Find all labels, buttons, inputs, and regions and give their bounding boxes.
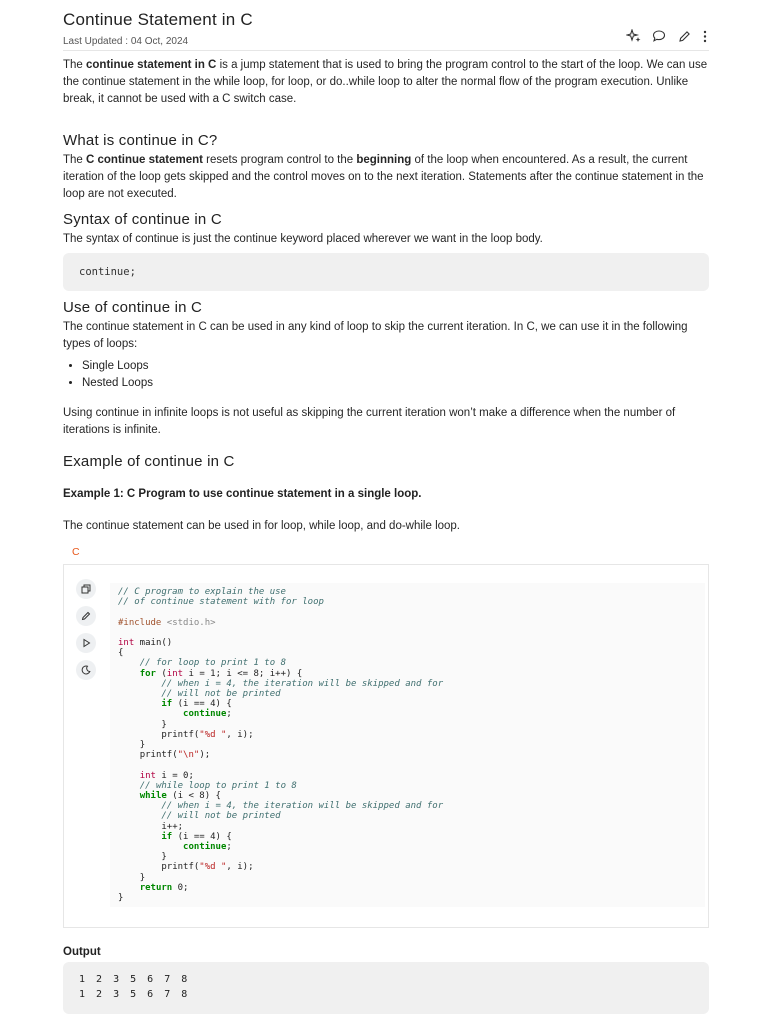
list-item: • Nested Loops (82, 375, 728, 392)
code-string: "%d " (199, 862, 227, 873)
code-text: printf( (161, 729, 200, 740)
code-text: , i); (226, 729, 254, 740)
heading-use: Use of continue in C (63, 299, 203, 316)
code-comment: // when i = 4, the iteration will be skipped and for (161, 801, 444, 812)
example-title: Example 1: C Program to use continue statement in a single loop. (63, 488, 422, 500)
code-text: printf( (139, 750, 178, 761)
code-text: } (139, 740, 146, 751)
code-text: ; (226, 709, 232, 720)
code-keyword: if (161, 831, 173, 842)
what-bold-a: C continue statement (86, 154, 203, 166)
code-toolbar (76, 579, 96, 680)
article-actions (626, 28, 709, 44)
syntax-paragraph: The syntax of continue is just the continue keyword placed wherever we want in the loop body. (63, 233, 543, 245)
code-text: ); (199, 750, 211, 761)
code-text: (i < 8) { (166, 791, 221, 802)
what-text-a: The (63, 154, 87, 166)
code-text: i++; (161, 821, 184, 832)
code-card (63, 564, 709, 928)
code-comment: // when i = 4, the iteration will be skipped and for (161, 678, 444, 689)
code-keyword: if (161, 699, 173, 710)
code-keyword: continue (183, 842, 227, 853)
comment-icon[interactable] (651, 28, 667, 44)
page-title: Continue Statement in C (63, 10, 253, 29)
intro-paragraph (63, 57, 709, 108)
code-text: main() (134, 638, 173, 649)
code-comment: // will not be printed (161, 811, 281, 822)
title-divider (63, 50, 709, 51)
code-text: ; (226, 842, 232, 853)
code-include-file: <stdio.h> (161, 617, 216, 628)
what-text-e: of the loop when encountered. As a result, the current iteration of the loop gets skipped and the control moves on to the next iteration. Statements after the continue statement in the loop are not executed. (63, 154, 704, 200)
code-keyword: continue (183, 709, 227, 720)
intro-text-rest: is a jump statement that is used to bring the program control to the start of the loop. We can use the continue statement in the while loop, for loop, or do..while loop to alter the normal flow of the program execution. Unlike break, it cannot be used with a C switch case. (63, 59, 708, 105)
use-paragraph: The continue statement in C can be used in any kind of loop to skip the current iteration. In C, we can use it in the following types of loops: (63, 321, 688, 350)
code-comment: // while loop to print 1 to 8 (139, 780, 297, 791)
code-text: } (139, 872, 146, 883)
infinite-loop-note: Using continue in infinite loops is not useful as skipping the current iteration won’t make a difference when the number of iterations is infinite. (63, 407, 676, 436)
loop-types-list (63, 358, 728, 392)
copy-icon[interactable] (76, 579, 96, 599)
output-line-2: 1 2 3 5 6 7 8 (79, 989, 190, 1000)
heading-what-is: What is continue in C? (63, 132, 218, 149)
code-string: "\n" (177, 750, 200, 761)
what-text-c: resets program control to the (202, 154, 357, 166)
code-text: ( (155, 668, 167, 679)
output-line-1: 1 2 3 5 6 7 8 (79, 974, 190, 985)
dark-mode-icon[interactable] (76, 660, 96, 680)
last-updated: Last Updated : 04 Oct, 2024 (63, 36, 189, 47)
code-keyword: return (139, 882, 173, 893)
code-keyword: for (139, 668, 156, 679)
code-type: int (166, 668, 184, 679)
code-string: "%d " (199, 729, 227, 740)
run-icon[interactable] (76, 633, 96, 653)
code-type: int (118, 638, 135, 649)
intro-text: The (63, 59, 87, 71)
ai-sparkle-icon[interactable] (626, 28, 642, 44)
tab-language-c[interactable]: C (72, 546, 80, 558)
list-item: • Single Loops (82, 358, 728, 375)
heading-syntax: Syntax of continue in C (63, 211, 222, 228)
edit-code-icon[interactable] (76, 606, 96, 626)
output-label: Output (63, 946, 101, 958)
code-comment: // of continue statement with for loop (118, 597, 324, 608)
code-text: } (118, 893, 124, 904)
code-text: i = 0; (155, 770, 194, 781)
code-text: , i); (226, 862, 254, 873)
syntax-code-block: continue; (63, 253, 709, 291)
output-block (63, 962, 709, 1014)
code-listing (118, 587, 443, 903)
code-text: i = 1; i <= 8; i++) { (183, 668, 303, 679)
code-text: { (118, 648, 124, 659)
code-text: (i == 4) { (172, 831, 232, 842)
code-text: } (161, 852, 167, 863)
code-preprocessor: #include (118, 617, 162, 628)
code-type: int (139, 770, 156, 781)
code-comment: // for loop to print 1 to 8 (139, 658, 286, 669)
code-text: printf( (161, 862, 200, 873)
pencil-icon[interactable] (676, 28, 692, 44)
code-comment: // C program to explain the use (118, 587, 286, 597)
code-comment: // will not be printed (161, 689, 281, 700)
code-area (110, 583, 705, 907)
heading-example: Example of continue in C (63, 453, 235, 470)
code-keyword: while (139, 791, 167, 802)
intro-bold: continue statement in C (86, 59, 217, 71)
code-text: } (161, 719, 167, 730)
example-paragraph: The continue statement can be used in for loop, while loop, and do-while loop. (63, 520, 461, 532)
more-vertical-icon[interactable] (701, 28, 709, 44)
code-text: (i == 4) { (172, 699, 232, 710)
code-text: 0; (172, 882, 189, 893)
what-paragraph (63, 152, 709, 203)
what-bold-b: beginning (356, 154, 412, 166)
